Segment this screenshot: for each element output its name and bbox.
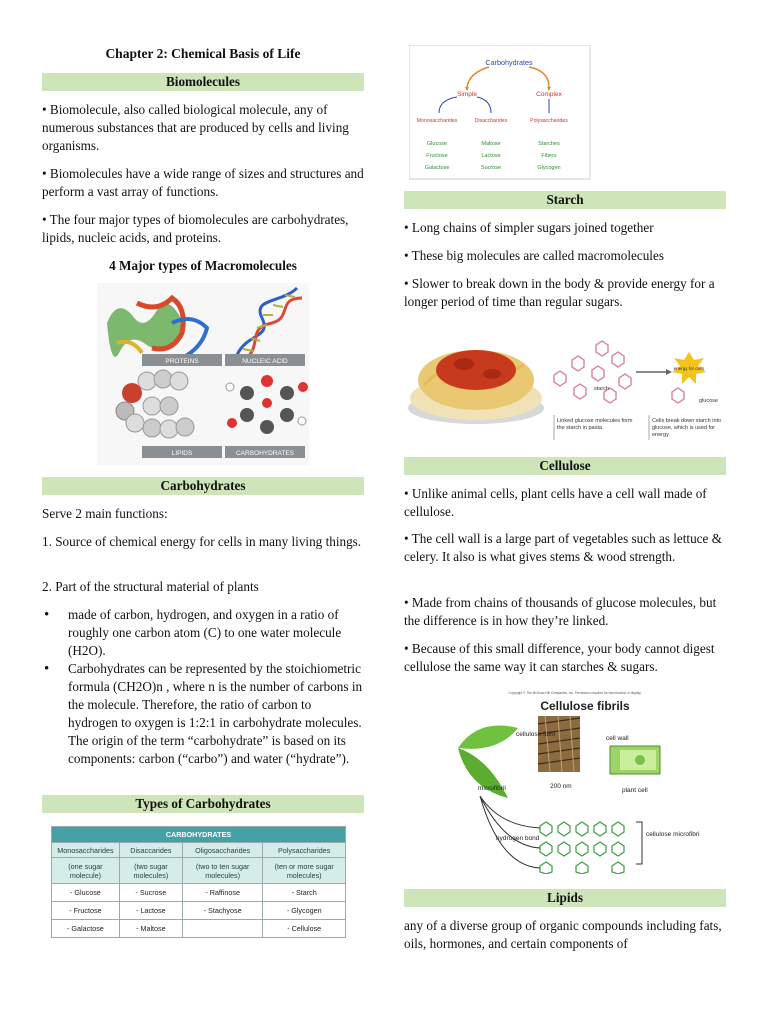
fibrils-svg	[450, 688, 700, 874]
tree-item: Maltose	[481, 141, 501, 147]
bio-paragraph-2: • Biomolecules have a wide range of sizes and structures and perform a vast array of functions.	[42, 166, 364, 199]
starch-caption-right: Cells break down starch into glucose, which is used for energy.	[652, 418, 722, 438]
proteins-label: PROTEINS	[165, 358, 199, 365]
cellulose-paragraph-3: • Made from chains of thousands of glucose molecules, but the difference is in how they’re linked.	[404, 595, 717, 628]
tree-item: Glycogen	[537, 165, 561, 171]
table-cell: - Glycogen	[263, 902, 346, 920]
tree-item: Lactose	[481, 153, 501, 159]
column-header: Polysaccharides	[263, 843, 346, 858]
lipid-model	[116, 370, 194, 438]
table-cell: - Maltose	[119, 920, 182, 938]
column-subtitle: (two to ten sugar molecules)	[182, 858, 263, 884]
starch-paragraph-3: • Slower to break down in the body & provide energy for a longer period of time than regular sugars.	[404, 276, 715, 309]
glucose-rings	[540, 822, 624, 874]
cellulose-paragraph-4: • Because of this small difference, your body cannot digest cellulose the same way it can starches & sugars.	[404, 641, 715, 674]
table-cell: - Lactose	[119, 902, 182, 920]
column-subtitle: (two sugar molecules)	[119, 858, 182, 884]
label-cell-wall: cell wall	[606, 735, 629, 742]
carbohydrates-label: CARBOHYDRATES	[235, 450, 295, 457]
tree-complex: Complex	[536, 91, 562, 98]
bullet-2: • Carbohydrates can be represented by the stoichiometric formula (CH2O)n , where n is the number of carbons in the molecule. Therefore, the ratio of carbon to hydrogen to oxygen is 1:2:1 in carbohydrate molecules. The origin of the term “carbohydrate” is based on its components: carbon (“carbo”) and water (“hydrate”).	[42, 660, 364, 768]
cellulose-header: Cellulose	[404, 457, 726, 475]
lipids-header: Lipids	[404, 889, 726, 907]
carbohydrates-header: Carbohydrates	[42, 477, 364, 495]
bio-paragraph-3: • The four major types of biomolecules are carbohydrates, lipids, nucleic acids, and proteins.	[42, 212, 349, 245]
carbohydrates-table	[51, 826, 346, 938]
carbohydrate-table-image	[51, 826, 346, 938]
tree-item: Fibers	[541, 153, 557, 159]
cellulose-fibrils-image	[450, 688, 700, 874]
table-cell	[182, 920, 263, 938]
table-cell: - Glucose	[52, 884, 120, 902]
function-2: 2. Part of the structural material of plants	[42, 579, 259, 594]
tree-root: Carbohydrates	[485, 58, 533, 67]
label-cellulose-fibril: cellulose fibril	[516, 731, 556, 738]
table-title: CARBOHYDRATES	[52, 827, 346, 843]
starch-caption-left: Linked glucose molecules form the starch in pasta.	[557, 418, 633, 431]
macromolecules-image	[97, 283, 309, 465]
tree-item: Sucrose	[480, 165, 502, 171]
table-row	[52, 920, 346, 938]
tree-simple: Simple	[457, 91, 477, 98]
column-header: Monosaccharides	[52, 843, 120, 858]
carbohydrate-bullets	[42, 606, 364, 768]
table-cell: - Sucrose	[119, 884, 182, 902]
tree-item: Starches	[538, 141, 560, 147]
fibril-texture	[538, 716, 580, 772]
tree-item: Fructose	[426, 153, 448, 159]
table-row	[52, 902, 346, 920]
serve-text: Serve 2 main functions:	[42, 506, 168, 521]
tree-mono: Monosaccharides	[416, 118, 458, 124]
glucose-chain	[554, 341, 631, 403]
table-cell: - Cellulose	[263, 920, 346, 938]
label-microfibril: microfibril	[478, 785, 506, 792]
types-header: Types of Carbohydrates	[42, 795, 364, 813]
function-1: 1. Source of chemical energy for cells in many living things.	[42, 534, 362, 549]
fibrils-copyright: Copyright © The McGraw-Hill Companies, Inc. Permission required for reproduction or display.	[508, 691, 642, 695]
bio-paragraph-1: • Biomolecule, also called biological molecule, any of numerous substances that are produced by cells and living organisms.	[42, 102, 349, 153]
label-hydrogen-bond: hydrogen bond	[496, 835, 540, 842]
fibrils-title: Cellulose fibrils	[540, 699, 630, 713]
table-cell: - Starch	[263, 884, 346, 902]
tree-di: Disaccharides	[474, 118, 508, 124]
plant-cell	[610, 746, 660, 774]
bullet-1: • made of carbon, hydrogen, and oxygen in a ratio of roughly one carbon atom (C) to one water molecule (H2O).	[42, 606, 364, 660]
label-cellulose-microfibril: cellulose microfibril	[646, 831, 700, 838]
table-cell: - Stachyose	[182, 902, 263, 920]
carbohydrate-model	[226, 375, 308, 434]
lipids-label: LIPIDS	[171, 450, 193, 457]
chapter-title: Chapter 2: Chemical Basis of Life	[105, 46, 301, 61]
table-cell: - Fructose	[52, 902, 120, 920]
pasta-bowl	[408, 350, 544, 424]
cellulose-paragraph-1: • Unlike animal cells, plant cells have a cell wall made of cellulose.	[404, 486, 707, 519]
tree-poly: Polysaccharides	[530, 118, 568, 124]
column-header: Oligosaccharides	[182, 843, 263, 858]
column-subtitle: (one sugar molecule)	[52, 858, 120, 884]
glucose-label: glucose	[699, 398, 718, 404]
biomolecules-header: Biomolecules	[42, 73, 364, 91]
dna-model	[237, 288, 302, 358]
starch-paragraph-1: • Long chains of simpler sugars joined together	[404, 220, 654, 235]
table-row	[52, 884, 346, 902]
protein-model	[107, 298, 207, 358]
starch-paragraph-2: • These big molecules are called macromolecules	[404, 248, 664, 263]
tree-item: Glucose	[426, 141, 448, 147]
cellulose-paragraph-2: • The cell wall is a large part of vegetables such as lettuce & celery. It also is what gives stems & wood strength.	[404, 531, 722, 564]
tree-item: Galactose	[424, 165, 450, 171]
label-plant-cell: plant cell	[622, 787, 648, 794]
starch-label: starch	[594, 386, 609, 392]
starch-header: Starch	[404, 191, 726, 209]
column-subtitle: (ten or more sugar molecules)	[263, 858, 346, 884]
table-cell: - Raffinose	[182, 884, 263, 902]
macromolecules-illustration	[97, 283, 309, 465]
starch-pasta-image	[404, 330, 724, 442]
lipids-paragraph: any of a diverse group of organic compounds including fats, oils, hormones, and certain components of	[404, 918, 722, 951]
table-cell: - Galactose	[52, 920, 120, 938]
macro-title: 4 Major types of Macromolecules	[109, 258, 297, 273]
nucleic-acid-label: NUCLEIC ACID	[242, 358, 288, 365]
tree-svg	[409, 45, 591, 180]
column-header: Disaccarides	[119, 843, 182, 858]
carbohydrate-tree-diagram	[409, 45, 591, 180]
label-scale: 200 nm	[550, 783, 572, 790]
energy-label: energy for cells	[673, 366, 705, 371]
